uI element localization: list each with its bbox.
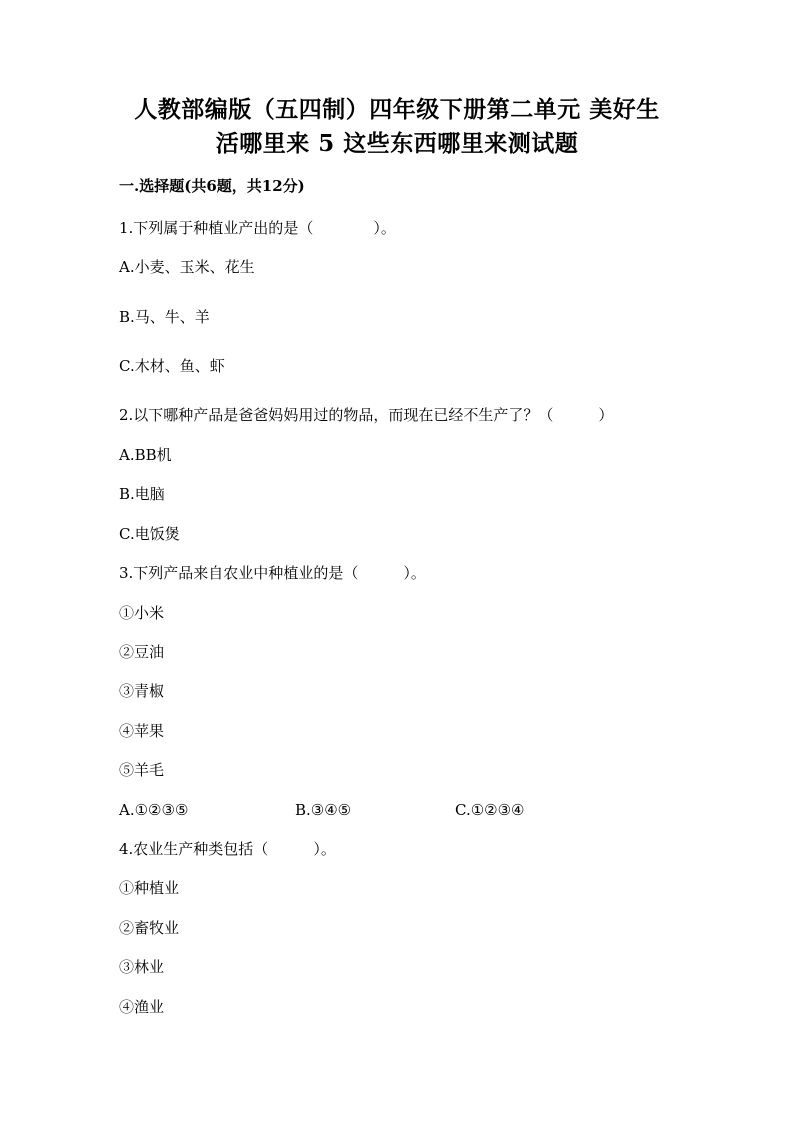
question-2-stem: 2.以下哪种产品是爸爸妈妈用过的物品，而现在已经不生产了？（ ） bbox=[119, 406, 614, 424]
question-4-item-2: ②畜牧业 bbox=[119, 919, 180, 937]
question-4-item-4: ④渔业 bbox=[119, 998, 165, 1016]
document-title-line-1: 人教部编版（五四制）四年级下册第二单元 美好生 bbox=[134, 96, 660, 123]
question-1-option-c: C.木材、鱼、虾 bbox=[119, 357, 225, 375]
question-4-item-1: ①种植业 bbox=[119, 879, 180, 897]
question-3-item-4: ④苹果 bbox=[119, 722, 165, 740]
question-2-option-c: C.电饭煲 bbox=[119, 525, 180, 543]
question-4-stem: 4.农业生产种类包括（ ）。 bbox=[119, 840, 336, 858]
question-2-option-b: B.电脑 bbox=[119, 485, 165, 503]
question-3-item-3: ③青椒 bbox=[119, 682, 165, 700]
section-heading: 一.选择题(共6题，共12分) bbox=[119, 177, 305, 195]
question-3-item-5: ⑤羊毛 bbox=[119, 761, 165, 779]
question-3-option-a: A.①②③⑤ bbox=[119, 801, 189, 819]
question-1-stem: 1.下列属于种植业产出的是（ ）。 bbox=[119, 219, 396, 237]
question-3-stem: 3.下列产品来自农业中种植业的是（ ）。 bbox=[119, 564, 426, 582]
document-title-line-2: 活哪里来 5 这些东西哪里来测试题 bbox=[215, 130, 579, 157]
question-3-option-c: C.①②③④ bbox=[455, 801, 525, 819]
question-4-item-3: ③林业 bbox=[119, 958, 165, 976]
question-3-item-1: ①小米 bbox=[119, 604, 165, 622]
question-1-option-a: A.小麦、玉米、花生 bbox=[119, 258, 255, 276]
question-2-option-a: A.BB机 bbox=[119, 446, 172, 464]
question-1-option-b: B.马、牛、羊 bbox=[119, 308, 210, 326]
question-3-option-b: B.③④⑤ bbox=[295, 801, 352, 819]
question-3-item-2: ②豆油 bbox=[119, 643, 165, 661]
